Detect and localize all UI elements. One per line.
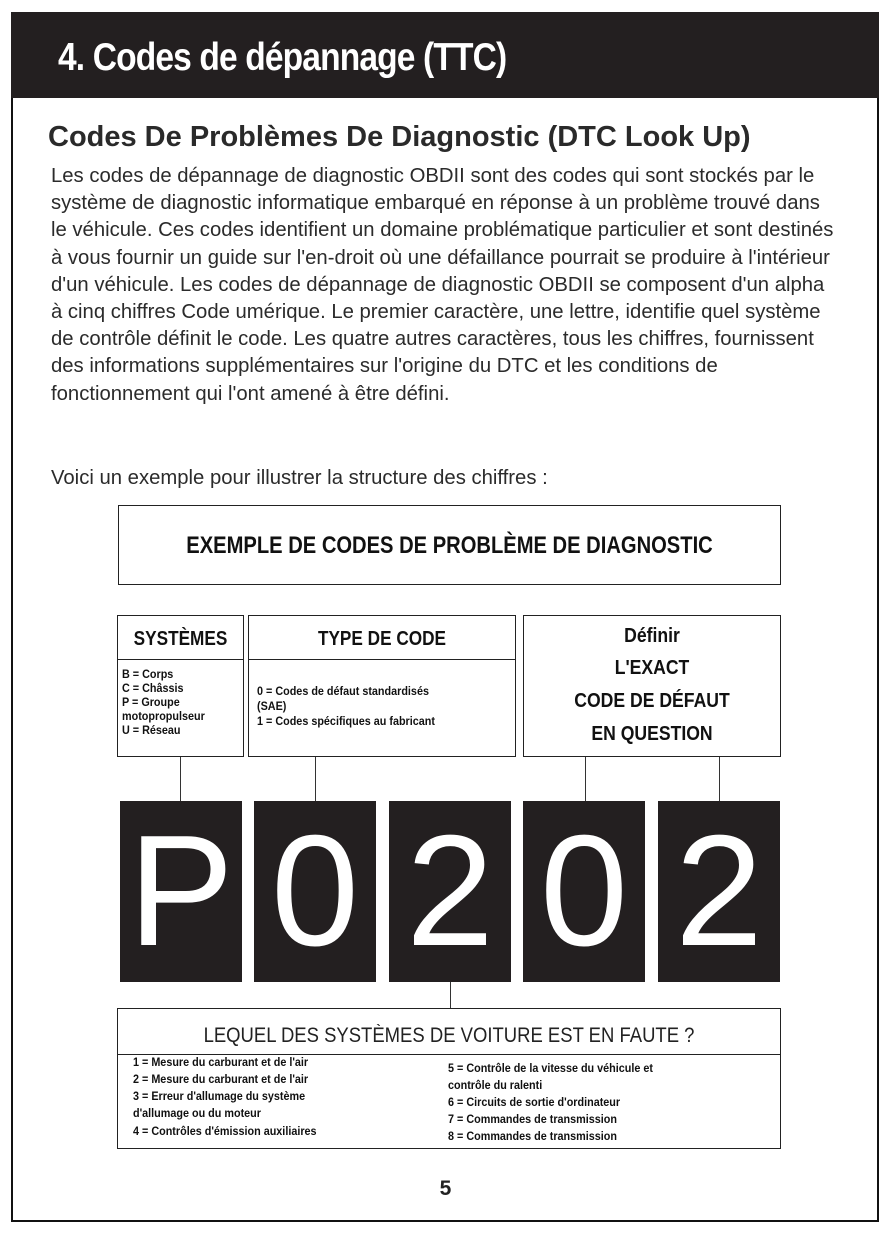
page-subtitle: Codes De Problèmes De Diagnostic (DTC Look Up) [48, 121, 751, 153]
code-digit-4: 0 [523, 801, 645, 982]
faulty-right-item: 5 = Contrôle de la vitesse du véhicule et [448, 1061, 653, 1075]
systems-item: U = Réseau [122, 723, 181, 737]
systems-item: C = Châssis [122, 681, 184, 695]
code-digit-1: P [120, 801, 242, 982]
code-type-divider [249, 659, 515, 660]
connector-line [450, 982, 451, 1009]
systems-item: B = Corps [122, 667, 174, 681]
faulty-right-item: 8 = Commandes de transmission [448, 1129, 617, 1143]
faulty-right-item: 6 = Circuits de sortie d'ordinateur [448, 1095, 621, 1109]
faulty-system-header: LEQUEL DES SYSTÈMES DE VOITURE EST EN FAUTE ? [203, 1024, 695, 1047]
code-type-item: 0 = Codes de défaut standardisés [257, 684, 429, 698]
faulty-right-item: contrôle du ralenti [448, 1078, 543, 1092]
section-title: 4. Codes de dépannage (TTC) [58, 36, 507, 79]
define-line: Définir [624, 625, 680, 647]
systems-item: P = Groupe [122, 695, 180, 709]
faulty-left-item: 2 = Mesure du carburant et de l'air [133, 1072, 309, 1086]
systems-divider [118, 659, 243, 660]
code-type-box [248, 615, 516, 757]
faulty-left-item: 3 = Erreur d'allumage du système [133, 1089, 306, 1103]
code-type-item: (SAE) [257, 699, 287, 713]
faulty-left-item: d'allumage ou du moteur [133, 1106, 261, 1120]
connector-line [585, 757, 586, 801]
connector-line [719, 757, 720, 801]
faulty-left-item: 1 = Mesure du carburant et de l'air [133, 1055, 309, 1069]
code-type-item: 1 = Codes spécifiques au fabricant [257, 714, 435, 728]
faulty-left-item: 4 = Contrôles d'émission auxiliaires [133, 1124, 317, 1138]
define-line: CODE DE DÉFAUT [574, 690, 730, 712]
code-digit-3: 2 [389, 801, 511, 982]
define-line: L'EXACT [614, 657, 690, 679]
diagram-title: EXEMPLE DE CODES DE PROBLÈME DE DIAGNOSTIC [186, 532, 713, 559]
systems-header: SYSTÈMES [133, 628, 228, 650]
page-number: 5 [439, 1177, 452, 1200]
systems-item: motopropulseur [122, 709, 205, 723]
code-digit-2: 0 [254, 801, 376, 982]
connector-line [315, 757, 316, 801]
code-type-header: TYPE DE CODE [317, 628, 447, 650]
define-box [523, 615, 781, 757]
connector-line [180, 757, 181, 801]
intro-paragraph: Les codes de dépannage de diagnostic OBDII sont des codes qui sont stockés par le système de diagnostic informatique embarqué en réponse à un problème trouvé dans le véhicule. Ces codes identifient un domaine problématique particulier et sont destinés à vous fournir un guide sur l'en-droit où une défaillance pourrait se produire à l'intérieur d'un véhicule. Les codes de dépannage de diagnostic OBDII se composent d'un alpha à cinq chiffres Code umérique. Le premier caractère, une lettre, identifie quel système de contrôle définit le code. Les quatre autres caractères, tous les chiffres, fournissent des informations supplémentaires sur l'origine du DTC et les conditions de fonctionnement qui l'ont amené à être défini. [51, 165, 834, 405]
faulty-right-item: 7 = Commandes de transmission [448, 1112, 617, 1126]
code-digit-5: 2 [658, 801, 780, 982]
faulty-system-box [117, 1008, 781, 1149]
diagram-title-box [118, 505, 781, 585]
example-intro: Voici un exemple pour illustrer la structure des chiffres : [51, 467, 548, 489]
systems-box [117, 615, 244, 757]
define-line: EN QUESTION [591, 723, 713, 745]
